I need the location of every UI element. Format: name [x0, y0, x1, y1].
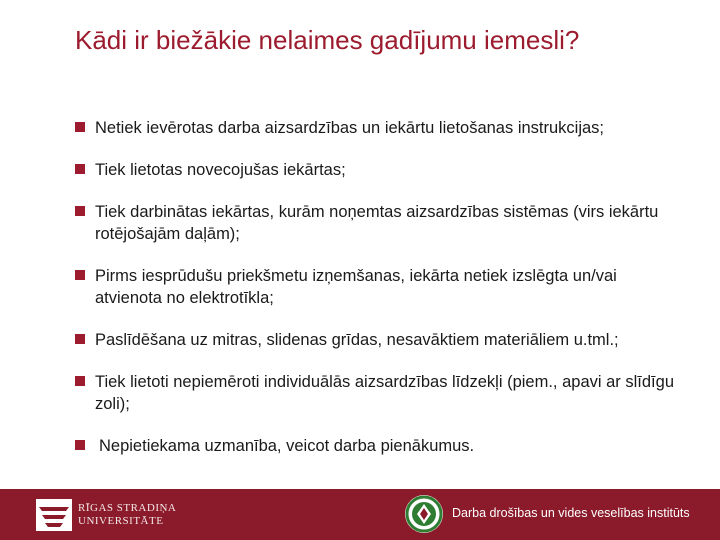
- bullet-marker-icon: [75, 270, 85, 280]
- bullet-marker-icon: [75, 440, 85, 450]
- university-name: [78, 502, 176, 528]
- bullet-marker-icon: [75, 122, 85, 132]
- bullet-text: Pirms iesprūdušu priekšmetu izņemšanas, iekārta netiek izslēgta un/vai atvienota no elektrotīkla;: [95, 267, 617, 307]
- bullet-marker-icon: [75, 164, 85, 174]
- bullet-text: Tiek lietotas novecojušas iekārtas;: [95, 161, 346, 179]
- bullet-marker-icon: [75, 206, 85, 216]
- footer-bar: [0, 489, 720, 540]
- bullet-text: Tiek darbinātas iekārtas, kurām noņemtas aizsardzības sistēmas (virs iekārtu rotējošajām daļām);: [95, 203, 659, 243]
- bullet-text: Nepietiekama uzmanība, veicot darba pienākumus.: [99, 437, 475, 455]
- bullet-item: [75, 265, 685, 309]
- university-name-line1: RĪGAS STRADIŅA: [78, 502, 177, 514]
- bullet-text: Paslīdēšana uz mitras, slidenas grīdas, nesavāktiem materiāliem u.tml.;: [95, 331, 619, 349]
- bullet-item: [75, 329, 685, 351]
- bullet-list: [75, 117, 685, 457]
- bullet-marker-icon: [75, 376, 85, 386]
- rsu-logo-icon: [36, 499, 72, 531]
- bullet-item: [75, 201, 685, 245]
- bullet-marker-icon: [75, 334, 85, 344]
- university-name-line2: UNIVERSITĀTE: [78, 515, 164, 527]
- bullet-item: [75, 371, 685, 415]
- bullet-item: [75, 435, 685, 457]
- slide-title: Kādi ir biežākie nelaimes gadījumu iemesli?: [75, 25, 580, 55]
- bullet-text: Tiek lietoti nepiemēroti individuālās aizsardzības līdzekļi (piem., apavi ar slīdīgu zoli);: [95, 373, 674, 413]
- bullet-text: Netiek ievērotas darba aizsardzības un iekārtu lietošanas instrukcijas;: [95, 119, 605, 137]
- institute-name: Darba drošības un vides veselības institūts: [452, 506, 690, 520]
- bullet-item: [75, 159, 685, 181]
- bullet-item: [75, 117, 685, 139]
- institute-emblem-icon: [404, 494, 444, 534]
